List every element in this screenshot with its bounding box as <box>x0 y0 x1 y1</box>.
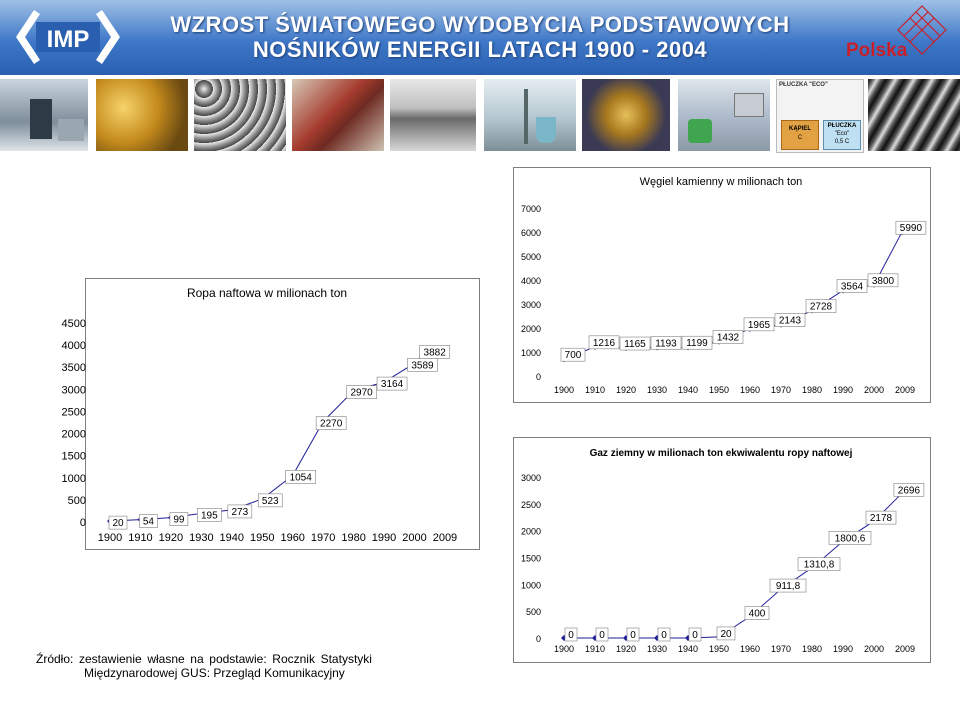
oil-ytick-label: 2500 <box>61 406 86 419</box>
coal-xtick-label: 1940 <box>677 385 699 395</box>
gas-ytick-label: 2500 <box>520 499 541 510</box>
gas-xtick-label: 1990 <box>832 644 854 654</box>
gas-ytick-label: 1500 <box>520 553 541 564</box>
coal-xtick-label: 1960 <box>739 385 761 395</box>
oil-xtick-label: 1990 <box>371 532 397 544</box>
gas-data-label: 911,8 <box>775 581 801 593</box>
oil-data-label: 3589 <box>411 360 434 372</box>
gas-ytick-label: 500 <box>525 607 541 618</box>
gas-data-label: 0 <box>599 630 605 641</box>
oil-data-label: 195 <box>201 510 218 522</box>
oil-ytick-label: 3000 <box>61 384 86 397</box>
oil-chart-title: Ropa naftowa w milionach ton <box>186 286 348 300</box>
page-title-line1: WZROST ŚWIATOWEGO WYDOBYCIA PODSTAWOWYCH <box>170 12 790 37</box>
oil-xtick-label: 1920 <box>158 532 184 544</box>
coal-ytick-label: 6000 <box>520 228 541 238</box>
gas-data-label: 0 <box>661 630 667 641</box>
rinse-diagram-rinse-label: PŁUCZKA <box>827 123 857 129</box>
coal-data-label: 3564 <box>840 281 864 293</box>
gas-chart-title: Gaz ziemny w milionach ton ekwiwalentu ropy naftowej <box>589 448 853 459</box>
oil-xtick-label: 1930 <box>189 532 214 544</box>
coal-ytick-label: 1000 <box>520 348 541 358</box>
oil-ytick-label: 4000 <box>61 340 86 353</box>
source-word: podstawie: <box>209 652 267 666</box>
oil-xtick-label: 1910 <box>128 532 153 544</box>
imp-logo-text: IMP <box>46 26 90 53</box>
source-word: zestawienie <box>78 652 142 666</box>
oil-data-label: 523 <box>261 495 279 507</box>
gas-ytick-label: 1000 <box>520 580 541 591</box>
oil-xtick-label: 2009 <box>432 532 458 544</box>
gas-data-label: 0 <box>630 630 636 641</box>
oil-data-label: 273 <box>231 506 249 518</box>
coal-ytick-label: 2000 <box>520 324 541 334</box>
coal-data-label: 700 <box>564 350 582 362</box>
coal-data-label: 5990 <box>899 223 923 235</box>
source-note-line2: Międzynarodowej GUS: Przegląd Komunikacyjny <box>84 666 345 680</box>
rinse-diagram-rinse-sub2: 0,5 C <box>834 139 850 145</box>
gas-data-label: 2696 <box>897 485 921 497</box>
coal-data-label: 1199 <box>686 338 708 350</box>
coal-xtick-label: 1950 <box>708 385 730 395</box>
oil-data-label: 2270 <box>320 418 343 430</box>
gas-ytick-label: 0 <box>535 634 541 644</box>
gas-xtick-label: 1960 <box>739 644 761 654</box>
coal-data-label: 2728 <box>809 301 833 313</box>
gas-xtick-label: 1900 <box>553 644 575 654</box>
oil-xtick-label: 1950 <box>250 532 275 544</box>
coal-xtick-label: 2000 <box>863 385 885 395</box>
gas-data-label: 1800,6 <box>834 533 866 545</box>
oil-data-label: 99 <box>173 514 185 526</box>
coal-xtick-label: 2009 <box>894 385 916 395</box>
oil-data-label: 3882 <box>423 347 446 359</box>
coal-data-label: 1193 <box>655 338 677 350</box>
source-note-line1 <box>36 652 372 666</box>
gas-xtick-label: 1920 <box>615 644 637 654</box>
coal-xtick-label: 1990 <box>832 385 854 395</box>
coal-data-label: 3800 <box>871 275 895 287</box>
oil-data-label: 1054 <box>289 472 312 484</box>
gas-data-label: 1310,8 <box>803 559 835 571</box>
gas-chart <box>521 448 924 654</box>
oil-ytick-label: 2000 <box>61 428 86 441</box>
gas-series-line <box>564 493 902 638</box>
gas-data-label: 400 <box>748 608 766 620</box>
rinse-diagram-rinse-sub1: "Eco" <box>834 131 850 137</box>
oil-xtick-label: 1940 <box>219 532 245 544</box>
source-word: własne <box>147 652 185 666</box>
rinse-diagram-bath-sub: C <box>797 135 803 141</box>
rinse-diagram-bath-label: KĄPIEL <box>788 126 811 132</box>
coal-xtick-label: 1970 <box>770 385 792 395</box>
coal-ytick-label: 7000 <box>520 204 541 214</box>
gas-xtick-label: 1910 <box>584 644 606 654</box>
coal-data-label: 1432 <box>716 332 740 344</box>
coal-xtick-label: 1910 <box>584 385 606 395</box>
oil-ytick-label: 0 <box>79 517 86 529</box>
source-word: na <box>190 652 204 666</box>
coal-data-label: 1216 <box>592 337 616 349</box>
oil-ytick-label: 1500 <box>61 450 86 463</box>
oil-xtick-label: 1980 <box>341 532 366 544</box>
oil-ytick-label: 3500 <box>61 362 86 375</box>
gas-ytick-label: 2000 <box>520 526 541 537</box>
oil-xtick-label: 2000 <box>402 532 427 544</box>
coal-data-label: 2143 <box>778 315 802 327</box>
coal-ytick-label: 0 <box>535 372 541 382</box>
oil-ytick-label: 1000 <box>61 472 86 485</box>
coal-xtick-label: 1980 <box>801 385 823 395</box>
gas-xtick-label: 1940 <box>677 644 699 654</box>
page-title-line2: NOŚNIKÓW ENERGII LATACH 1900 - 2004 <box>252 37 708 62</box>
source-word: Statystyki <box>320 652 372 666</box>
oil-xtick-label: 1960 <box>280 532 305 544</box>
oil-data-label: 3164 <box>380 379 404 391</box>
gas-ytick-label: 3000 <box>520 473 541 483</box>
source-word: Rocznik <box>272 652 315 666</box>
gas-xtick-label: 2009 <box>894 644 916 654</box>
gas-xtick-label: 1930 <box>646 644 668 654</box>
coal-xtick-label: 1930 <box>646 385 668 395</box>
polska-logo-text: Polska <box>846 40 908 61</box>
source-note <box>36 652 396 680</box>
source-label: Źródło: <box>36 652 74 666</box>
rinse-diagram-title: PŁUCZKA "ECO" <box>779 82 828 88</box>
oil-chart <box>62 286 458 544</box>
oil-data-label: 54 <box>142 516 155 528</box>
gas-data-label: 0 <box>692 630 698 641</box>
gas-xtick-label: 1980 <box>801 644 823 654</box>
coal-ytick-label: 4000 <box>520 276 541 286</box>
coal-chart <box>521 176 926 395</box>
oil-data-label: 20 <box>112 518 124 530</box>
gas-data-label: 20 <box>720 628 732 640</box>
oil-ytick-label: 500 <box>67 494 86 507</box>
gas-data-label: 2178 <box>869 513 893 525</box>
oil-xtick-label: 1900 <box>97 532 123 544</box>
coal-ytick-label: 5000 <box>520 252 541 262</box>
gas-xtick-label: 1950 <box>708 644 730 654</box>
oil-data-label: 2970 <box>350 387 373 399</box>
gas-data-label: 0 <box>568 630 574 641</box>
gas-xtick-label: 2000 <box>863 644 885 654</box>
coal-ytick-label: 3000 <box>520 300 541 310</box>
gas-xtick-label: 1970 <box>770 644 792 654</box>
coal-data-label: 1165 <box>624 339 646 351</box>
oil-ytick-label: 4500 <box>61 318 86 330</box>
coal-xtick-label: 1900 <box>553 385 575 395</box>
coal-chart-title: Węgiel kamienny w milionach ton <box>639 176 803 188</box>
coal-data-label: 1965 <box>747 319 771 331</box>
coal-xtick-label: 1920 <box>615 385 637 395</box>
oil-xtick-label: 1970 <box>310 532 336 544</box>
